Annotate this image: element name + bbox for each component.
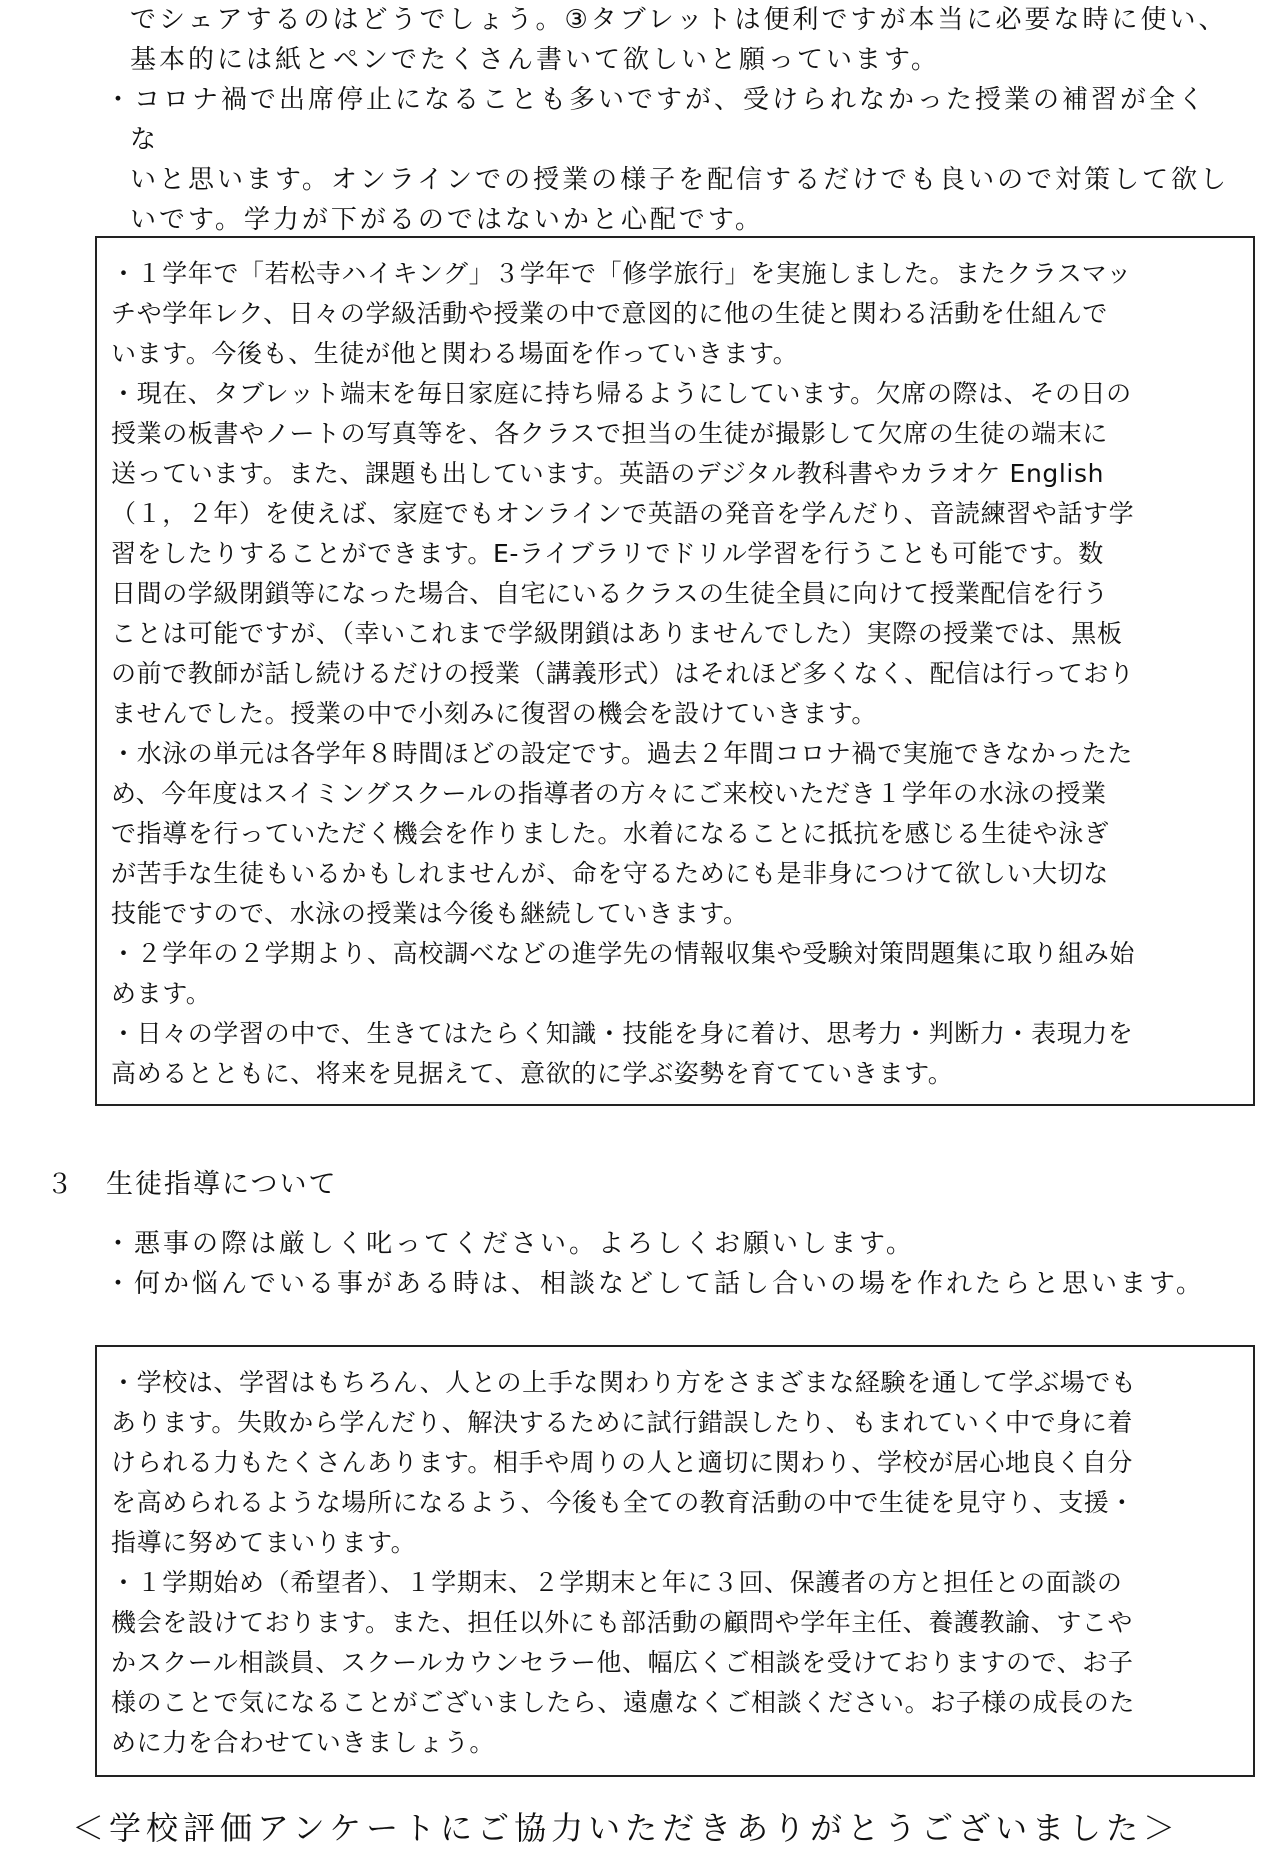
response-line: めます。 (111, 979, 212, 1008)
response-line: けられる力もたくさんあります。相手や周りの人と適切に関わり、学校が居心地良く自分 (111, 1448, 1134, 1477)
response-line: （１，２年）を使えば、家庭でもオンラインで英語の発音を学んだり、音読練習や話す学 (111, 499, 1135, 528)
response-line: 日間の学級閉鎖等になった場合、自宅にいるクラスの生徒全員に向けて授業配信を行う (111, 579, 1109, 608)
section-title: 生徒指導について (106, 1169, 338, 1200)
comment-line: いです。学力が下がるのではないかと心配です。 (130, 205, 764, 235)
response-line: ・水泳の単元は各学年８時間ほどの設定です。過去２年間コロナ禍で実施できなかったた (111, 739, 1134, 768)
comment-line: ・悪事の際は厳しく叱ってください。よろしくお願いします。 (105, 1229, 915, 1259)
response-line: ・学校は、学習はもちろん、人との上手な関わり方をさまざまな経験を通して学ぶ場でも (111, 1368, 1137, 1397)
response-line: あります。失敗から学んだり、解決するために試行錯誤したり、もまれていく中で身に着 (111, 1408, 1134, 1437)
comment-line: ・何か悩んでいる事がある時は、相談などして話し合いの場を作れたらと思います。 (105, 1269, 1205, 1299)
response-line: が苦手な生徒もいるかもしれませんが、命を守るためにも是非身につけて欲しい大切な (111, 859, 1109, 888)
response-line: ・現在、タブレット端末を毎日家庭に持ち帰るようにしています。欠席の際は、その日の (111, 379, 1132, 408)
response-line: 機会を設けております。また、担任以外にも部活動の顧問や学年主任、養護教諭、すこや (111, 1608, 1134, 1637)
school-response-box-learning (95, 236, 1255, 1106)
response-line: います。今後も、生徒が他と関わる場面を作っていきます。 (111, 339, 799, 368)
school-response-box-guidance (95, 1345, 1255, 1777)
comment-line: 基本的には紙とペンでたくさん書いて欲しいと願っています。 (130, 45, 940, 75)
response-line: 高めるとともに、将来を見据えて、意欲的に学ぶ姿勢を育てていきます。 (111, 1059, 954, 1088)
comment-line: ・コロナ禍で出席停止になることも多いですが、受けられなかった授業の補習が全くな (105, 85, 1208, 155)
response-line: を高められるような場所になるよう、今後も全ての教育活動の中で生徒を見守り、支援・ (111, 1488, 1136, 1517)
response-line: ・２学年の２学期より、高校調べなどの進学先の情報収集や受験対策問題集に取り組み始 (111, 939, 1136, 968)
response-line: 様のことで気になることがございましたら、遠慮なくご相談ください。お子様の成長のた (111, 1688, 1136, 1717)
response-line: の前で教師が話し続けるだけの授業（講義形式）はそれほど多くなく、配信は行っており (111, 659, 1135, 688)
response-line: めに力を合わせていきましょう。 (111, 1728, 496, 1757)
response-line: ・日々の学習の中で、生きてはたらく知識・技能を身に着け、思考力・判断力・表現力を (111, 1019, 1134, 1048)
response-line: 技能ですので、水泳の授業は今後も継続していきます。 (111, 899, 749, 928)
response-line: で指導を行っていただく機会を作りました。水着になることに抵抗を感じる生徒や泳ぎ (111, 819, 1110, 848)
section-heading (46, 1165, 337, 1205)
response-line: ・１学期始め（希望者）、１学期末、２学期末と年に３回、保護者の方と担任との面談の (111, 1568, 1123, 1597)
comment-line: でシェアするのはどうでしょう。③タブレットは便利ですが本当に必要な時に使い、 (130, 5, 1228, 35)
parent-comments-continued (105, 0, 1235, 240)
response-line: 指導に努めてまいります。 (111, 1528, 417, 1557)
response-line: ・１学年で「若松寺ハイキング」３学年で「修学旅行」を実施しました。またクラスマッ (111, 259, 1133, 288)
section-number: ３ (46, 1169, 75, 1200)
comment-line: いと思います。オンラインでの授業の様子を配信するだけでも良いので対策して欲し (130, 165, 1230, 195)
response-line: ことは可能ですが、（幸いこれまで学級閉鎖はありませんでした）実際の授業では、黒板 (111, 619, 1123, 648)
response-line: 授業の板書やノートの写真等を、各クラスで担当の生徒が撮影して欠席の生徒の端末に (111, 419, 1108, 448)
response-line: かスクール相談員、スクールカウンセラー他、幅広くご相談を受けておりますので、お子 (111, 1648, 1134, 1677)
response-line: ませんでした。授業の中で小刻みに復習の機会を設けていきます。 (111, 699, 878, 728)
response-line: 送っています。また、課題も出しています。英語のデジタル教科書やカラオケ English (111, 459, 1105, 488)
parent-comments-guidance (105, 1224, 1255, 1304)
closing-thanks: ＜学校評価アンケートにご協力いただきありがとうございました＞ (72, 1809, 1181, 1847)
response-line: め、今年度はスイミングスクールの指導者の方々にご来校いただき１学年の水泳の授業 (111, 779, 1107, 808)
response-line: チや学年レク、日々の学級活動や授業の中で意図的に他の生徒と関わる活動を仕組んで (111, 299, 1108, 328)
response-line: 習をしたりすることができます。E-ライブラリでドリル学習を行うことも可能です。数 (111, 539, 1104, 568)
